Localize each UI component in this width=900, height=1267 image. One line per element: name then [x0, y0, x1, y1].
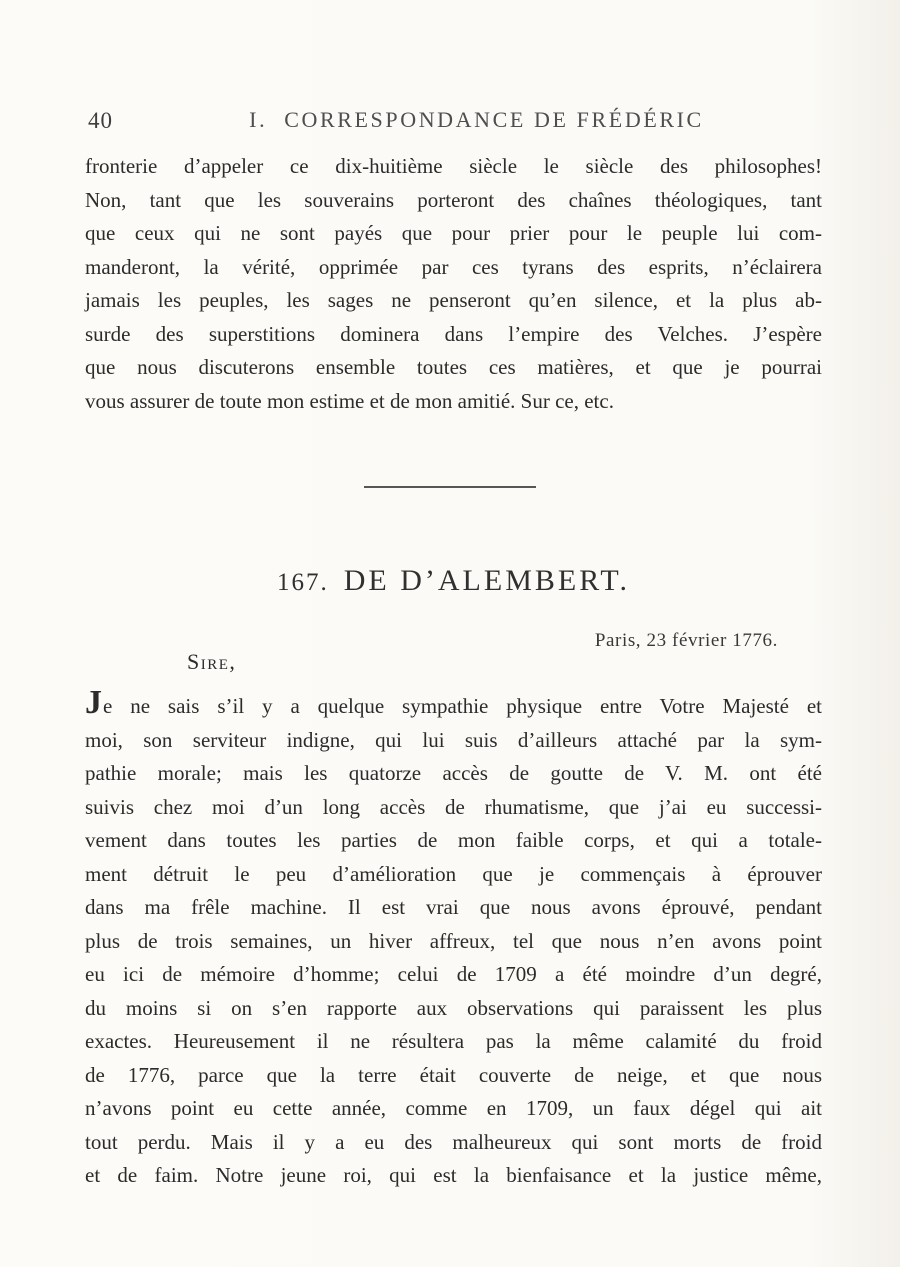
- text-line: dans ma frêle machine. Il est vrai que nous avons éprouvé, pendant: [85, 895, 822, 919]
- text-line: manderont, la vérité, opprimée par ces tyrans des esprits, n’éclairera: [85, 254, 822, 279]
- letter-paragraph: [85, 684, 822, 1193]
- text-line: [85, 684, 822, 724]
- letter-heading: [85, 564, 822, 598]
- text-line: et de faim. Notre jeune roi, qui est la bienfaisance et la justice même,: [85, 1163, 822, 1187]
- text-line: jamais les peuples, les sages ne penseront qu’en silence, et la plus ab-: [85, 288, 822, 312]
- text-line: que nous discuterons ensemble toutes ces matières, et que je pourrai: [85, 355, 822, 379]
- text-line: moi, son serviteur indigne, qui lui suis d’ailleurs attaché par la sym-: [85, 727, 822, 752]
- text-line: exactes. Heureusement il ne résultera pas la même calamité du froid: [85, 1029, 822, 1053]
- text-line: pathie morale; mais les quatorze accès de goutte de V. M. ont été: [85, 761, 822, 785]
- running-head: [85, 106, 822, 138]
- section-divider: [364, 486, 536, 488]
- section-number: I.: [249, 107, 268, 132]
- text-line: Non, tant que les souverains porteront des chaînes théologiques, tant: [85, 187, 822, 212]
- dateline: Paris, 23 février 1776.: [594, 630, 778, 651]
- text-line: eu ici de mémoire d’homme; celui de 1709 a été moindre d’un degré,: [85, 962, 822, 986]
- text-line: n’avons point eu cette année, comme en 1709, un faux dégel qui ait: [85, 1096, 822, 1120]
- text-line: suivis chez moi d’un long accès de rhumatisme, que j’ai eu successi-: [85, 794, 822, 819]
- text-line: que ceux qui ne sont payés que pour prier pour le peuple lui com-: [85, 221, 822, 245]
- text-line: de 1776, parce que la terre était couverte de neige, et que nous: [85, 1062, 822, 1087]
- text-line: ment détruit le peu d’amélioration que je commençais à éprouver: [85, 861, 822, 886]
- text-line: tout perdu. Mais il y a eu des malheureux qui sont morts de froid: [85, 1129, 822, 1154]
- letter-number: 167.: [276, 569, 329, 596]
- continuation-paragraph: [85, 150, 822, 418]
- running-title: [108, 107, 845, 133]
- drop-initial: J: [85, 684, 102, 721]
- letter-title: DE D’ALEMBERT.: [343, 564, 631, 597]
- text-line: fronterie d’appeler ce dix-huitième siècle le siècle des philosophes!: [85, 154, 822, 178]
- text-line: surde des superstitions dominera dans l’empire des Velches. J’espère: [85, 321, 822, 346]
- text-line-content: e ne sais s’il y a quelque sympathie physique entre Votre Majesté et: [103, 694, 822, 718]
- text-line: du moins si on s’en rapporte aux observations qui paraissent les plus: [85, 995, 822, 1020]
- salutation: Sire,: [187, 649, 237, 674]
- page-number: 40: [88, 108, 113, 133]
- running-title-text: CORRESPONDANCE DE FRÉDÉRIC: [284, 107, 704, 132]
- text-line: vement dans toutes les parties de mon faible corps, et qui a totale-: [85, 828, 822, 852]
- text-line: plus de trois semaines, un hiver affreux, tel que nous n’en avons point: [85, 928, 822, 953]
- text-line: vous assurer de toute mon estime et de mon amitié. Sur ce, etc.: [85, 388, 614, 413]
